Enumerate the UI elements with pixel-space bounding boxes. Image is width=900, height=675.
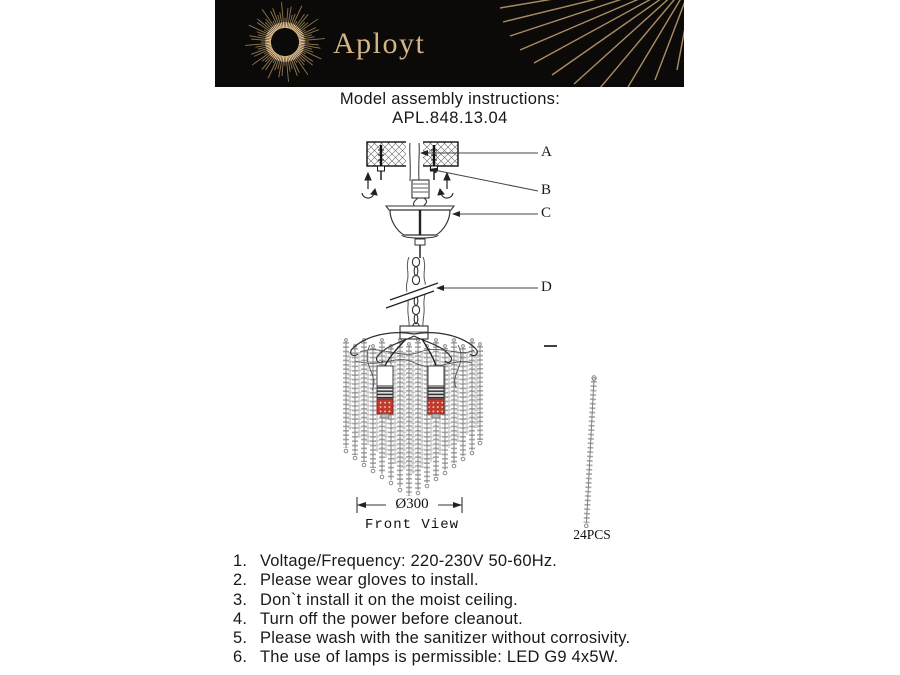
item-number: 4. <box>233 609 248 628</box>
instruction-item <box>233 552 693 571</box>
diameter-dimension: Ø300 <box>386 496 438 513</box>
item-number: 6. <box>233 648 248 667</box>
part-label-c: C <box>541 205 552 221</box>
part-label-a: A <box>541 144 552 160</box>
instruction-item <box>233 610 693 629</box>
instruction-item <box>233 591 693 610</box>
view-caption: Front View <box>364 517 459 533</box>
item-text: Voltage/Frequency: 220-230V 50-60Hz. <box>260 552 558 570</box>
model-number: APL.848.13.04 <box>392 109 508 127</box>
item-text: The use of lamps is permissible: LED G9 4x5W. <box>260 648 619 667</box>
instruction-item <box>233 571 693 590</box>
canopy-graphic <box>386 206 454 258</box>
item-number: 2. <box>233 571 248 590</box>
parts-count-label: 24PCS <box>573 527 611 542</box>
brand-logo-text: Aployt <box>333 27 426 60</box>
item-text: Please wear gloves to install. <box>260 571 479 590</box>
instruction-item <box>233 629 693 648</box>
item-number: 5. <box>233 629 248 648</box>
spare-rod-graphic <box>584 376 596 528</box>
part-label-d: D <box>541 279 552 295</box>
page-title: Model assembly instructions: <box>339 90 561 108</box>
item-text: Please wash with the sanitizer without corrosivity. <box>260 629 631 648</box>
tighten-arrows-graphic <box>362 173 453 198</box>
chain-graphic <box>386 257 438 331</box>
item-number: 3. <box>233 590 248 609</box>
item-number: 1. <box>233 552 248 570</box>
item-text: Don`t install it on the moist ceiling. <box>260 590 518 609</box>
instruction-item <box>233 648 693 667</box>
instruction-list <box>233 552 693 668</box>
part-label-b: B <box>541 182 552 198</box>
wire-connector-graphic <box>412 180 429 208</box>
item-text: Turn off the power before cleanout. <box>260 609 523 628</box>
